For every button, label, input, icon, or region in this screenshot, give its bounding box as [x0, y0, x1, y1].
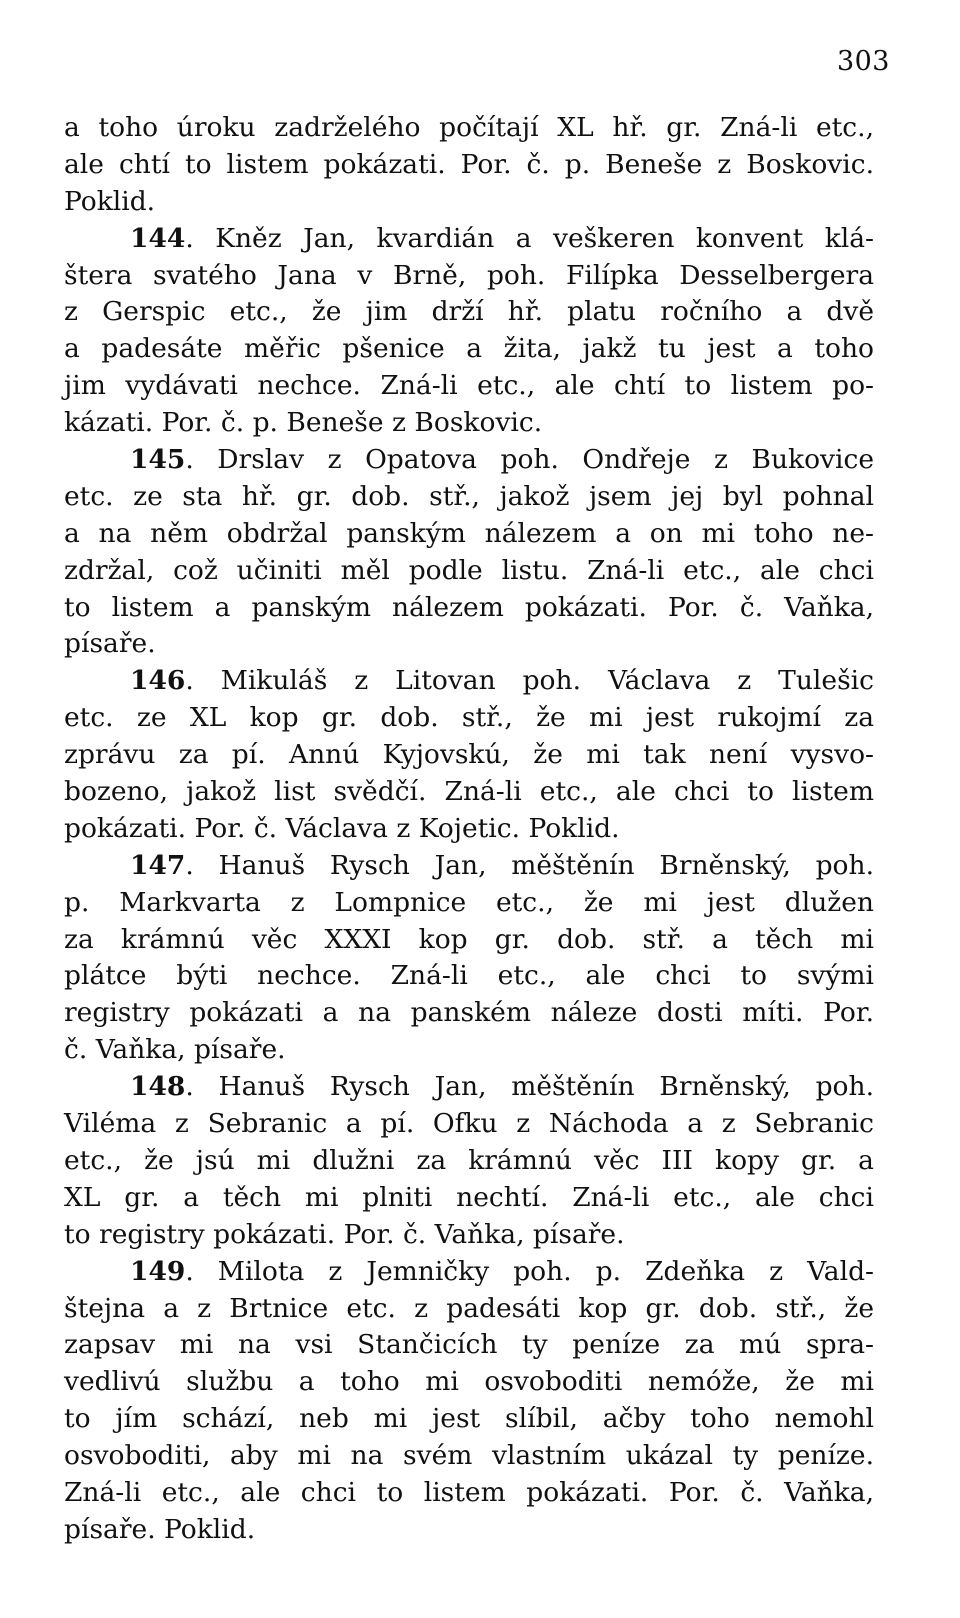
line-text: registry pokázati a na panském náleze dosti míti. Por. — [64, 997, 874, 1029]
text-line — [64, 1106, 874, 1143]
entry-first-line — [64, 221, 874, 258]
text-line — [64, 958, 874, 995]
page-number: 303 — [836, 46, 890, 77]
text-line — [64, 922, 874, 959]
text-line — [64, 147, 874, 184]
text-line — [64, 737, 874, 774]
text-line — [64, 1143, 874, 1180]
line-text: to jím schází, neb mi jest slíbil, ačby toho nemohl — [64, 1403, 874, 1435]
line-text: z Gerspic etc., že jim drží hř. platu ročního a dvě — [64, 296, 874, 328]
line-text: štejna a z Brtnice etc. z padesáti kop gr. dob. stř., že — [64, 1292, 874, 1324]
text-line — [64, 553, 874, 590]
text-line — [64, 479, 874, 516]
line-text: a toho úroku zadrželého počítají XL hř. gr. Zná-li etc., — [64, 112, 874, 143]
line-text: štera svatého Jana v Brně, poh. Filípka Desselbergera — [64, 259, 874, 291]
text-line — [64, 1032, 874, 1069]
text-line — [64, 885, 874, 922]
line-text: to listem a panským nálezem pokázati. Por. č. Vaňka, — [64, 591, 874, 623]
text-line — [64, 1291, 874, 1328]
body-text — [64, 110, 874, 1549]
line-text: a padesáte měřic pšenice a žita, jakž tu jest a toho — [64, 333, 874, 365]
line-text: zdržal, což učiniti měl podle listu. Zná-li etc., ale chci — [64, 554, 874, 586]
line-text: . Mikuláš z Litovan poh. Václava z Tulešic — [185, 665, 874, 697]
entry-first-line — [64, 1069, 874, 1106]
line-text: kázati. Por. č. p. Beneše z Boskovic. — [64, 407, 543, 439]
line-text: zapsav mi na vsi Stančicích ty peníze za mú spra- — [64, 1329, 874, 1361]
text-line — [64, 626, 874, 663]
line-text: písaře. — [64, 628, 156, 660]
text-line — [64, 1438, 874, 1475]
line-text: za krámnú věc XXXI kop gr. dob. stř. a těch mi — [64, 923, 874, 955]
line-text: etc. ze XL kop gr. dob. stř., že mi jest rukojmí za — [64, 702, 874, 734]
line-text: Zná-li etc., ale chci to listem pokázati. Por. č. Vaňka, — [64, 1476, 874, 1508]
entry-number: 148 — [130, 1071, 186, 1103]
text-line — [64, 258, 874, 295]
text-line — [64, 368, 874, 405]
line-text: etc., že jsú mi dlužni za krámnú věc III kopy gr. a — [64, 1144, 874, 1176]
line-text: XL gr. a těch mi plniti nechtí. Zná-li etc., ale chci — [64, 1181, 874, 1213]
line-text: . Milota z Jemničky poh. p. Zdeňka z Vald- — [185, 1255, 874, 1287]
text-line — [64, 1401, 874, 1438]
entry-first-line — [64, 1254, 874, 1291]
text-line — [64, 774, 874, 811]
text-line — [64, 516, 874, 553]
line-text: to registry pokázati. Por. č. Vaňka, písaře. — [64, 1218, 625, 1250]
line-text: bozeno, jakož list svědčí. Zná-li etc., ale chci to listem — [64, 776, 874, 808]
line-text: . Drslav z Opatova poh. Ondřeje z Bukovice — [185, 444, 874, 476]
text-line — [64, 1180, 874, 1217]
entry-first-line — [64, 442, 874, 479]
line-text: ale chtí to listem pokázati. Por. č. p. Beneše z Boskovic. — [64, 148, 874, 180]
text-line — [64, 811, 874, 848]
entry-number: 144 — [130, 222, 186, 254]
text-line — [64, 110, 874, 147]
line-text: zprávu za pí. Annú Kyjovskú, že mi tak není vysvo- — [64, 739, 874, 771]
line-text: Viléma z Sebranic a pí. Ofku z Náchoda a z Sebranic — [64, 1108, 874, 1140]
text-line — [64, 405, 874, 442]
entry-number: 146 — [130, 665, 186, 697]
entry-first-line — [64, 663, 874, 700]
line-text: vedlivú službu a toho mi osvoboditi nemóže, že mi — [64, 1366, 874, 1398]
text-line — [64, 331, 874, 368]
line-text: Poklid. — [64, 185, 156, 217]
text-line — [64, 294, 874, 331]
entry-number: 145 — [130, 444, 186, 476]
line-text: jim vydávati nechce. Zná-li etc., ale chtí to listem po- — [64, 370, 874, 402]
line-text: . Kněz Jan, kvardián a veškeren konvent klá- — [185, 222, 874, 254]
line-text: a na něm obdržal panským nálezem a on mi toho ne- — [64, 517, 874, 549]
entry-number: 149 — [130, 1255, 186, 1287]
line-text: č. Vaňka, písaře. — [64, 1034, 286, 1066]
text-line — [64, 1327, 874, 1364]
line-text: p. Markvarta z Lompnice etc., že mi jest dlužen — [64, 886, 874, 918]
line-text: plátce býti nechce. Zná-li etc., ale chci to svými — [64, 960, 874, 992]
text-line — [64, 1364, 874, 1401]
text-line — [64, 1217, 874, 1254]
line-text: . Hanuš Rysch Jan, měštěnín Brněnský, poh. — [185, 849, 874, 881]
text-line — [64, 1475, 874, 1512]
line-text: osvoboditi, aby mi na svém vlastním ukázal ty peníze. — [64, 1440, 874, 1472]
line-text: . Hanuš Rysch Jan, měštěnín Brněnský, poh. — [185, 1071, 874, 1103]
entry-number: 147 — [130, 849, 186, 881]
text-line — [64, 700, 874, 737]
entry-first-line — [64, 848, 874, 885]
line-text: písaře. Poklid. — [64, 1513, 256, 1545]
text-line — [64, 184, 874, 221]
line-text: etc. ze sta hř. gr. dob. stř., jakož jsem jej byl pohnal — [64, 480, 874, 512]
text-line — [64, 995, 874, 1032]
line-text: pokázati. Por. č. Václava z Kojetic. Poklid. — [64, 812, 620, 844]
text-line — [64, 1512, 874, 1549]
text-line — [64, 590, 874, 627]
